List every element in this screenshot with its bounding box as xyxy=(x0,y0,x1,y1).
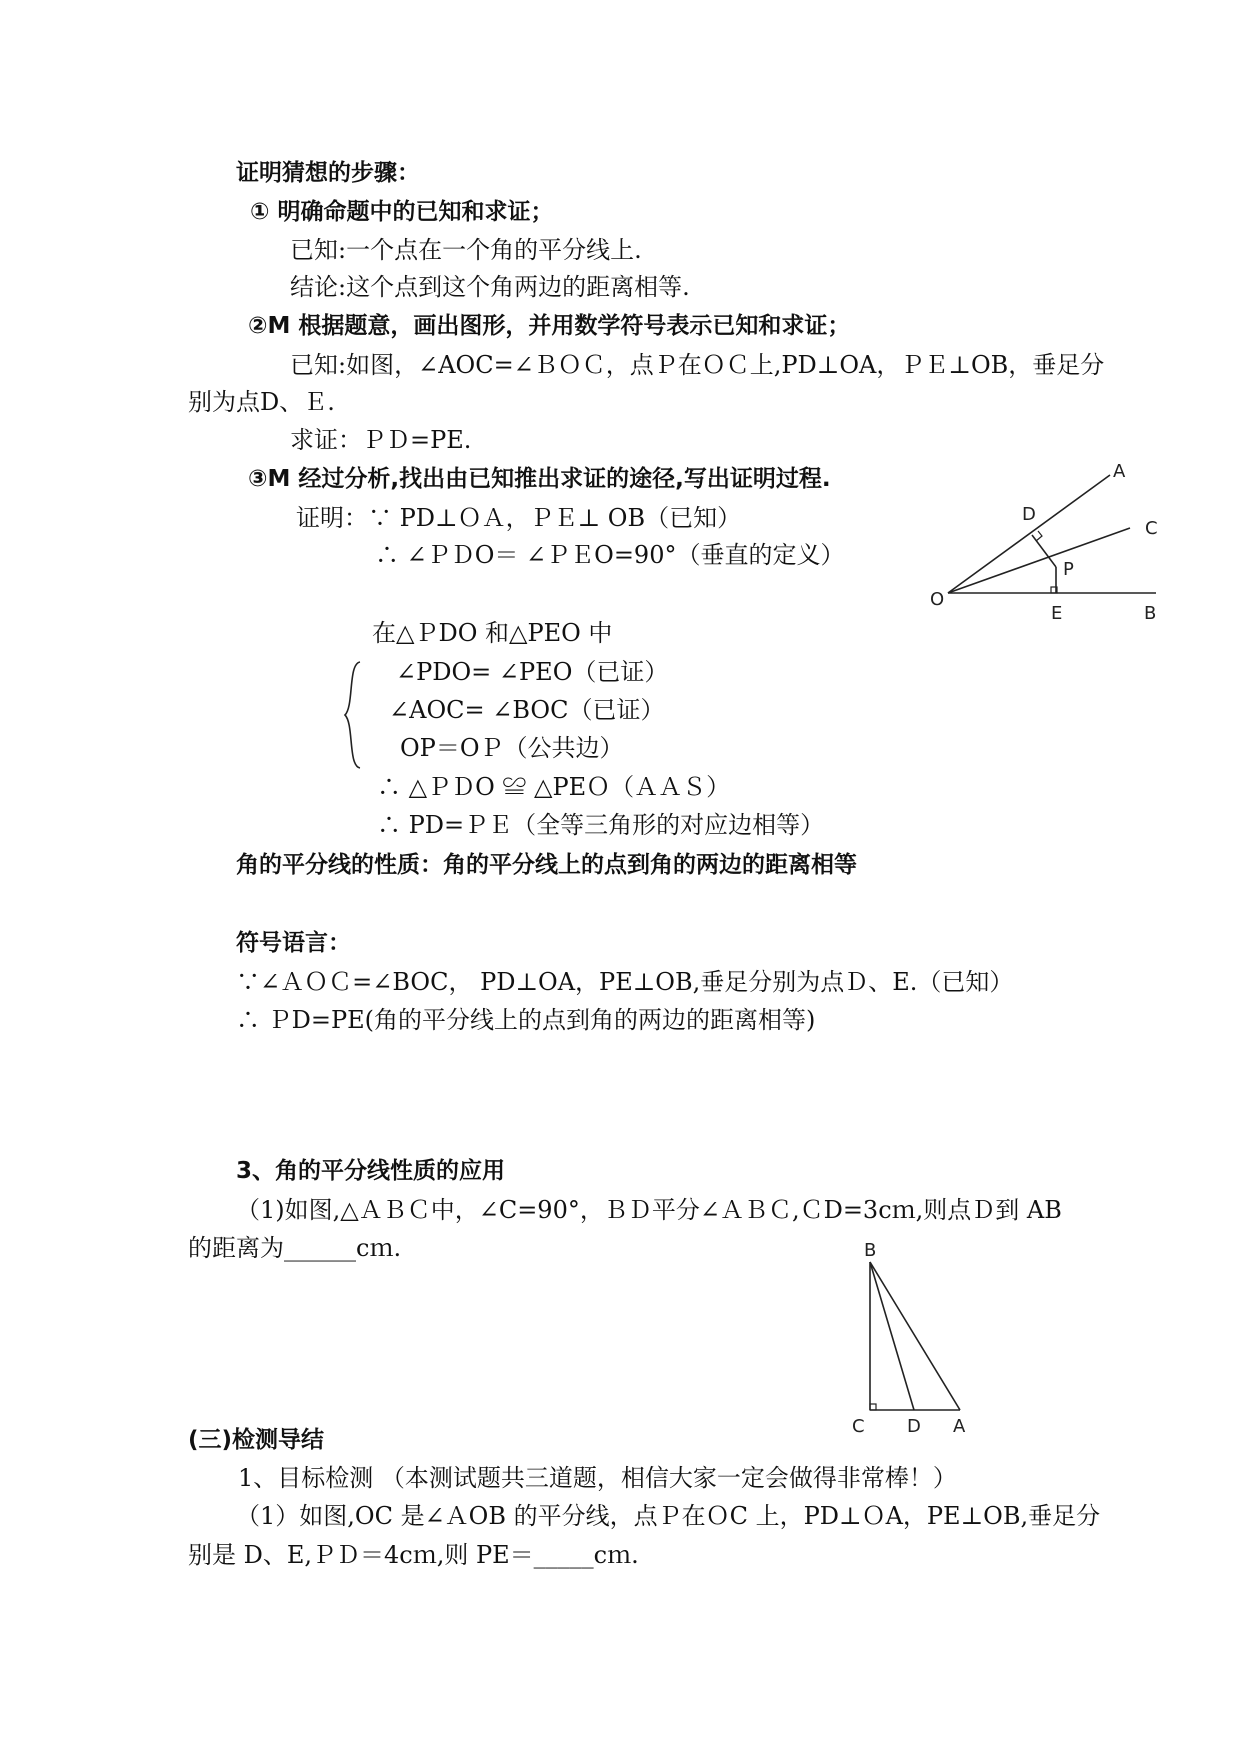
segment-bd xyxy=(870,1262,914,1410)
symbol-title: 符号语言： xyxy=(236,930,351,956)
label-d: D xyxy=(1022,504,1036,525)
label-o: O xyxy=(930,589,945,610)
check-section-title: (三)检测导结 xyxy=(188,1427,325,1453)
symbol-line-2: ∴ ＰD=PE(角的平分线上的点到角的两边的距离相等) xyxy=(236,1006,816,1034)
label-p: P xyxy=(1063,559,1074,580)
known-2a: 已知:如图，∠AOC=∠ＢＯＣ，点Ｐ在ＯＣ上,PD⊥OA，ＰＥ⊥OB，垂足分 xyxy=(290,351,1105,379)
condition-1: ∠PDO= ∠PEO（已证） xyxy=(396,658,669,686)
brace-icon xyxy=(342,660,364,770)
step-2: ②M 根据题意，画出图形，并用数学符号表示已知和求证； xyxy=(248,313,851,339)
question-1a: （1)如图,△ＡＢＣ中，∠C=90°，ＢＤ平分∠ＡＢＣ,ＣD=3cｍ,则点Ｄ到 AB xyxy=(236,1196,1062,1224)
question-1b: 的距离为______cｍ. xyxy=(188,1234,402,1262)
label-c: C xyxy=(852,1416,865,1437)
label-d: D xyxy=(907,1416,921,1437)
property-statement: 角的平分线的性质：角的平分线上的点到角的两边的距离相等 xyxy=(236,852,857,878)
proof-line-1: 证明：∵ PD⊥ＯＡ，ＰＥ⊥ OB（已知） xyxy=(296,504,742,532)
known-1: 已知:一个点在一个角的平分线上. xyxy=(290,236,642,264)
prove-statement: 求证：ＰＤ=PE. xyxy=(290,426,472,454)
condition-3: OP＝OＰ（公共边） xyxy=(400,734,624,762)
right-angle-c xyxy=(870,1404,876,1410)
step-3: ③M 经过分析,找出由已知推出求证的途径,写出证明过程. xyxy=(248,466,831,492)
conclusion-equal: ∴ PD=ＰＥ（全等三角形的对应边相等） xyxy=(377,811,825,839)
conclusion-1: 结论:这个点到这个角两边的距离相等. xyxy=(290,273,690,301)
label-a: A xyxy=(1113,461,1126,482)
step-1: ① 明确命题中的已知和求证； xyxy=(250,199,554,225)
triangles-line: 在△ＰDO 和△PEO 中 xyxy=(372,619,613,647)
label-b: B xyxy=(1144,603,1157,624)
test-question-1b: 别是 D、E,ＰＤ＝4cｍ,则 PE＝_____cｍ. xyxy=(188,1541,639,1569)
conclusion-congruent: ∴ △ＰＤO ≌ △PEＯ（ＡＡＳ） xyxy=(377,773,731,801)
label-a: A xyxy=(953,1416,966,1437)
right-triangle-figure xyxy=(850,1238,980,1438)
angle-bisector-figure xyxy=(920,455,1160,635)
section-3-title: 3、角的平分线性质的应用 xyxy=(236,1158,506,1184)
steps-title: 证明猜想的步骤： xyxy=(236,160,420,186)
test-question-1a: （1）如图,OC 是∠ＡOB 的平分线，点Ｐ在ＯC 上，PD⊥ＯA，PE⊥OB,垂足分 xyxy=(236,1502,1101,1530)
proof-line-2: ∴ ∠ＰＤO＝ ∠ＰＥO=90°（垂直的定义） xyxy=(375,541,845,569)
target-test: 1、目标检测 （本测试题共三道题，相信大家一定会做得非常棒！） xyxy=(238,1464,957,1492)
ray-oa xyxy=(948,475,1110,593)
condition-2: ∠AOC= ∠BOC（已证） xyxy=(389,696,665,724)
side-ab xyxy=(870,1262,960,1410)
label-e: E xyxy=(1051,603,1063,624)
symbol-line-1: ∵∠ＡＯＣ=∠BOC， PD⊥OA，PE⊥OB,垂足分别为点Ｄ、E.（已知） xyxy=(236,968,1014,996)
label-b: B xyxy=(864,1240,877,1261)
right-angle-d xyxy=(1036,531,1042,541)
label-c: C xyxy=(1145,518,1158,539)
known-2b: 别为点D、Ｅ. xyxy=(188,388,335,416)
